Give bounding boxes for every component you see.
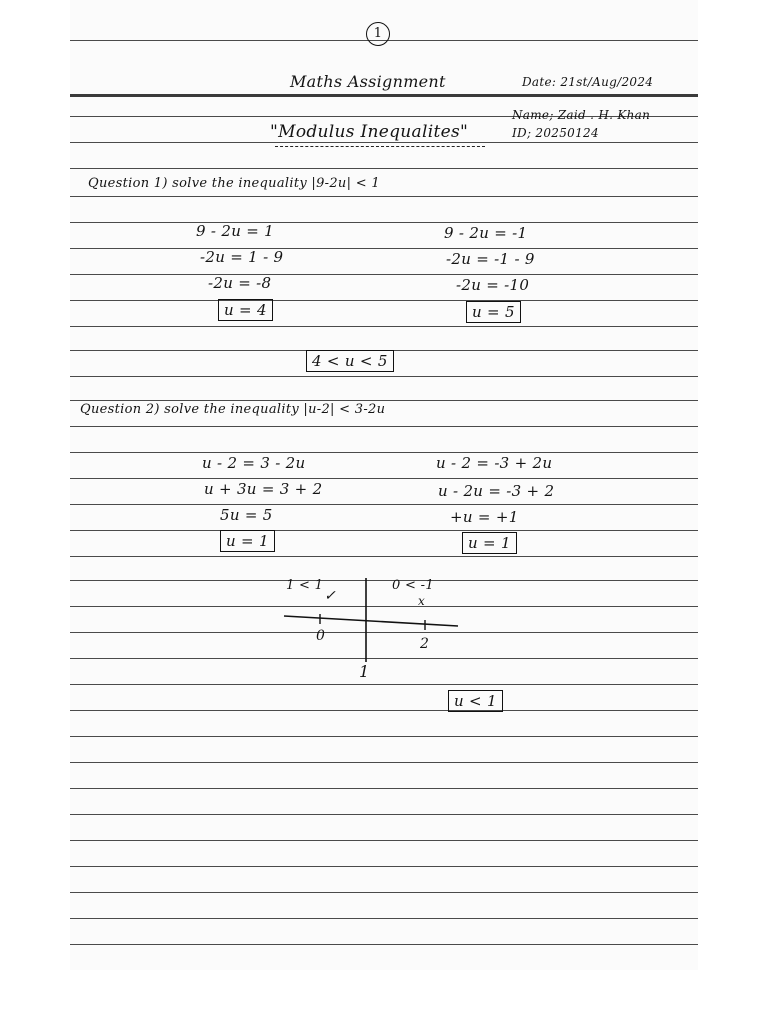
q1-final-answer: 4 < u < 5: [306, 350, 394, 372]
q1-right-step-3: -2u = -10: [456, 276, 530, 294]
q2-left-answer: u = 1: [220, 530, 275, 552]
q2-right-answer: u = 1: [462, 532, 517, 554]
rule-line: [70, 248, 698, 249]
rule-line: [70, 300, 698, 301]
date-label: Date: 21st/Aug/2024: [522, 75, 654, 89]
q2-left-step-3: 5u = 5: [220, 506, 273, 524]
rule-line: [70, 504, 698, 505]
rule-line: [70, 918, 698, 919]
rule-line: [70, 556, 698, 557]
tick-label-2: 2: [420, 636, 430, 652]
graph-left-label: 1 < 1: [286, 578, 324, 593]
rule-line: [70, 788, 698, 789]
q1-right-step-1: 9 - 2u = -1: [444, 224, 528, 242]
graph-right-label: 0 < -1: [392, 578, 434, 593]
rule-line: [70, 866, 698, 867]
q2-left-step-2: u + 3u = 3 + 2: [204, 480, 323, 498]
rule-line: [70, 530, 698, 531]
q2-right-step-3: +u = +1: [450, 508, 519, 526]
q1-left-step-3: -2u = -8: [208, 274, 272, 292]
rule-line: [70, 142, 698, 143]
q2-final-answer: u < 1: [448, 690, 503, 712]
student-id: ID; 20250124: [512, 126, 599, 140]
question-2-prompt: Question 2) solve the inequality |u-2| < 3-2u: [80, 402, 386, 417]
rule-line: [70, 478, 698, 479]
rule-line: [70, 736, 698, 737]
topic-underline: [275, 146, 485, 148]
rule-line: [70, 762, 698, 763]
assignment-title: Maths Assignment: [290, 72, 446, 91]
horizontal-axis: [284, 616, 458, 626]
rule-line: [70, 222, 698, 223]
q1-right-step-2: -2u = -1 - 9: [446, 250, 535, 268]
question-1-prompt: Question 1) solve the inequality |9-2u| < 1: [88, 176, 380, 191]
topic-heading: "Modulus Inequalites": [270, 122, 469, 142]
rule-line: [70, 426, 698, 427]
rule-line-header: [70, 94, 698, 97]
q2-right-step-1: u - 2 = -3 + 2u: [436, 454, 553, 472]
rule-line: [70, 814, 698, 815]
check-mark: ✓: [324, 588, 337, 604]
center-label: 1: [359, 662, 370, 681]
rule-line: [70, 376, 698, 377]
cross-mark: x: [418, 594, 426, 608]
q2-right-step-2: u - 2u = -3 + 2: [438, 482, 555, 500]
q1-left-step-1: 9 - 2u = 1: [196, 222, 274, 240]
student-name: Name; Zaid . H. Khan: [512, 108, 651, 122]
rule-line: [70, 274, 698, 275]
notebook-page: [70, 0, 698, 970]
rule-line: [70, 840, 698, 841]
rule-line: [70, 944, 698, 945]
rule-line: [70, 196, 698, 197]
rule-line: [70, 892, 698, 893]
q2-left-step-1: u - 2 = 3 - 2u: [202, 454, 306, 472]
rule-line: [70, 684, 698, 685]
rule-line: [70, 168, 698, 169]
rule-line: [70, 326, 698, 327]
q1-left-step-2: -2u = 1 - 9: [200, 248, 284, 266]
rule-line: [70, 710, 698, 711]
rule-line: [70, 400, 698, 401]
tick-label-0: 0: [316, 628, 326, 644]
page-number: 1: [366, 22, 390, 46]
q1-right-answer: u = 5: [466, 301, 521, 323]
q1-left-answer: u = 4: [218, 299, 273, 321]
rule-line: [70, 452, 698, 453]
